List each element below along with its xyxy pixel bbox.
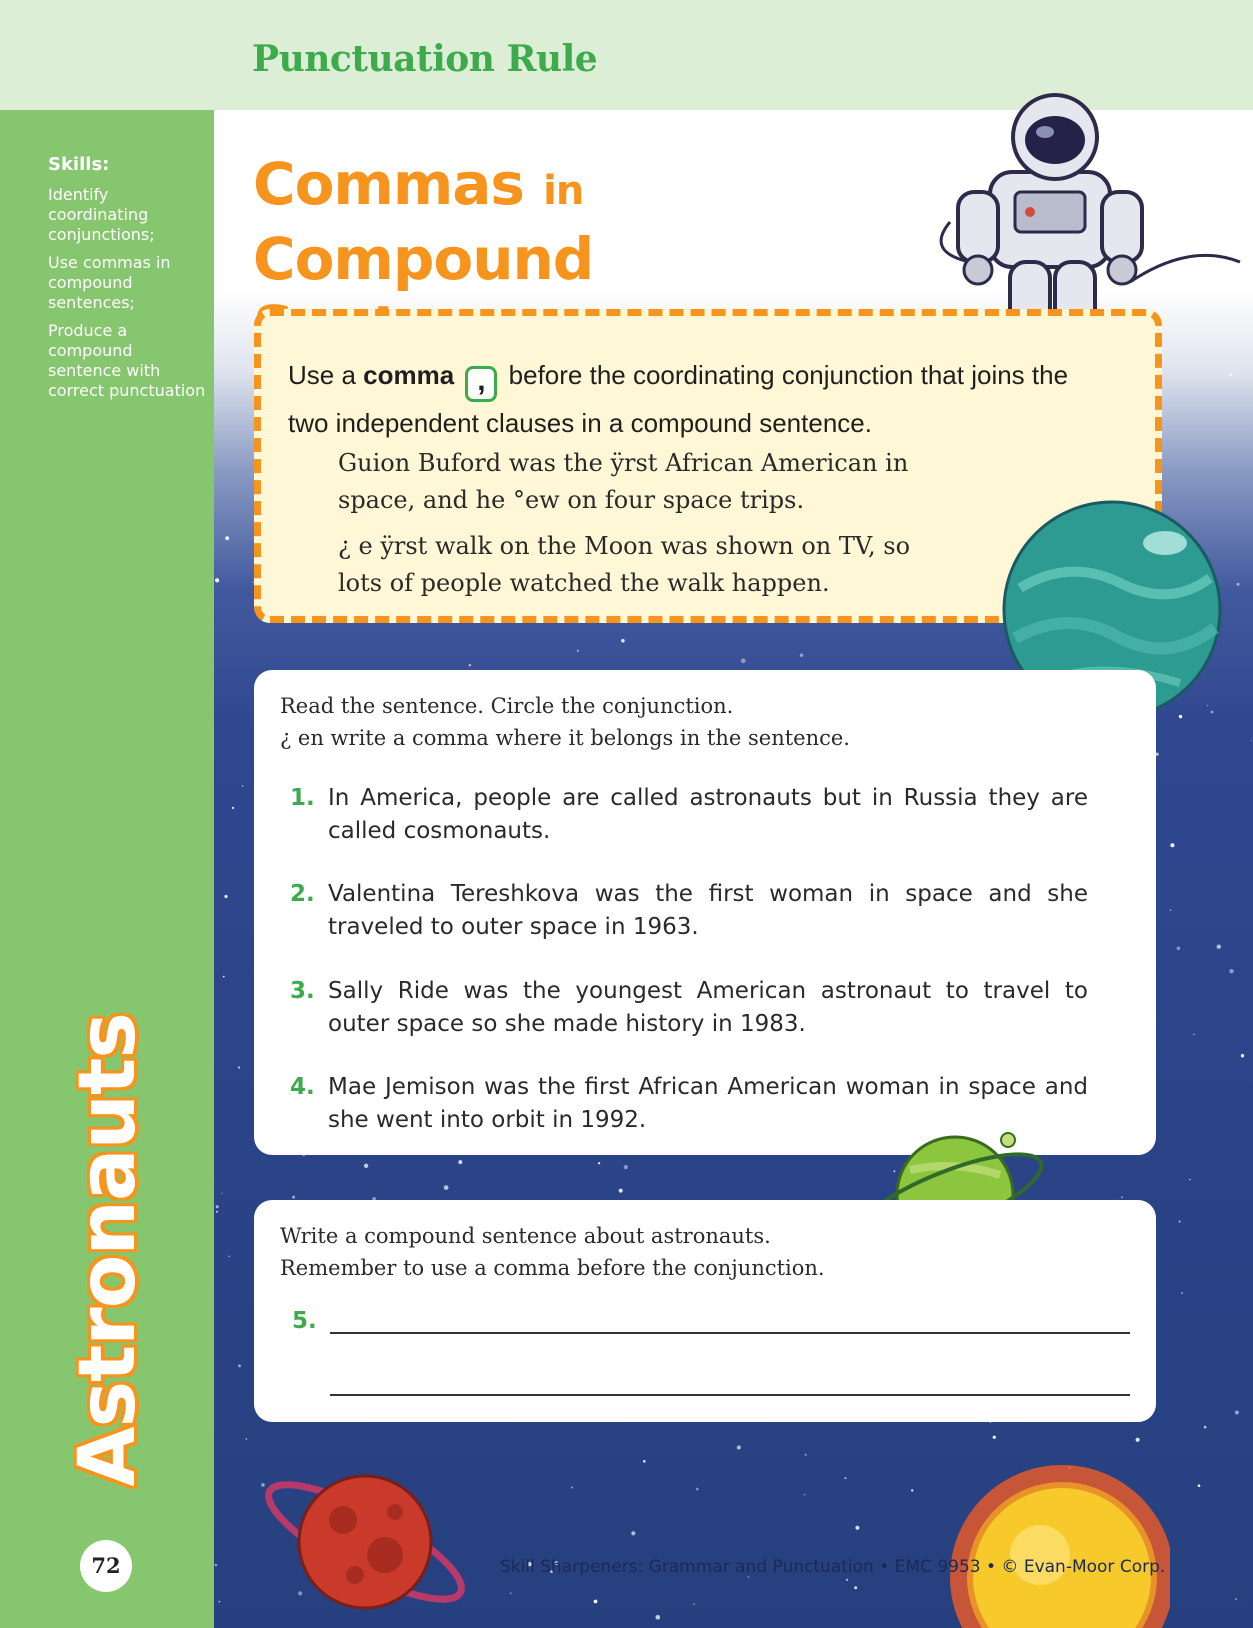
star bbox=[292, 1196, 295, 1199]
star bbox=[1241, 1054, 1244, 1057]
title-word: in bbox=[543, 168, 584, 214]
star bbox=[215, 578, 219, 582]
star bbox=[804, 1494, 806, 1496]
directions-line: Remember to use a comma before the conjunction. bbox=[280, 1256, 825, 1280]
title-word: Commas bbox=[253, 150, 524, 218]
item-number: 4. bbox=[290, 1074, 315, 1100]
star bbox=[216, 1205, 219, 1208]
star bbox=[215, 1564, 217, 1566]
star bbox=[631, 1531, 635, 1535]
star bbox=[1170, 843, 1174, 847]
rule-bold-word: comma bbox=[363, 360, 455, 390]
star bbox=[577, 650, 579, 652]
footer-credit: Skill Sharpeners: Grammar and Punctuation • EMC 9953 • © Evan-Moor Corp. bbox=[500, 1557, 1166, 1577]
item-sentence[interactable]: In America, people are called astronauts but in Russia they are called cosmonauts. bbox=[328, 785, 1088, 844]
star bbox=[1179, 1221, 1181, 1223]
skill-item: Produce a compound sentence with correct punctuation bbox=[48, 321, 206, 400]
star bbox=[594, 1600, 598, 1604]
star bbox=[1193, 1034, 1195, 1036]
star bbox=[242, 785, 243, 786]
item-number: 5. bbox=[292, 1308, 317, 1334]
star bbox=[805, 1454, 807, 1456]
skill-item: Use commas in compound sentences; bbox=[48, 253, 171, 312]
star bbox=[1198, 1484, 1201, 1487]
star bbox=[364, 1164, 368, 1168]
star bbox=[1170, 909, 1172, 911]
star bbox=[216, 1211, 218, 1213]
star bbox=[469, 664, 472, 667]
directions-line: Write a compound sentence about astronauts. bbox=[280, 1224, 771, 1248]
star bbox=[238, 1066, 240, 1068]
star bbox=[656, 1615, 661, 1620]
title-word: Compound bbox=[253, 225, 594, 293]
star bbox=[619, 1189, 623, 1193]
star bbox=[221, 1193, 222, 1194]
star bbox=[598, 1162, 600, 1164]
theme-word: Astronauts bbox=[63, 1013, 153, 1487]
example-sentence: Guion Buford was the ÿrst African American in space, and he °ew on four space trips. bbox=[338, 449, 909, 514]
star bbox=[1235, 1411, 1239, 1415]
star bbox=[911, 1489, 913, 1491]
answer-line[interactable] bbox=[330, 1332, 1130, 1334]
rule-text-start: Use a bbox=[288, 360, 364, 390]
star bbox=[1121, 1196, 1123, 1198]
item-number: 1. bbox=[290, 785, 315, 811]
skill-item: Identify coordinating conjunctions; bbox=[48, 185, 155, 244]
star bbox=[854, 1586, 857, 1589]
star bbox=[845, 1477, 847, 1479]
exercise-directions bbox=[280, 690, 1040, 754]
sun-illustration bbox=[950, 1455, 1170, 1628]
star bbox=[643, 1460, 646, 1463]
item-number: 3. bbox=[290, 978, 315, 1004]
star bbox=[510, 1592, 512, 1594]
star bbox=[1251, 740, 1252, 741]
star bbox=[1204, 1426, 1207, 1429]
skills-block bbox=[48, 154, 208, 409]
rule-label: Punctuation Rule bbox=[252, 38, 598, 80]
star bbox=[800, 654, 803, 657]
directions-line: ¿ en write a comma where it belongs in the sentence. bbox=[280, 726, 850, 750]
star bbox=[621, 639, 625, 643]
item-number: 2. bbox=[290, 881, 315, 907]
star bbox=[855, 1526, 859, 1530]
star bbox=[993, 1436, 996, 1439]
star bbox=[1217, 945, 1221, 949]
star bbox=[444, 1185, 449, 1190]
star bbox=[1136, 1438, 1140, 1442]
exercise-directions bbox=[280, 1220, 980, 1284]
star bbox=[246, 1438, 247, 1439]
star bbox=[1177, 947, 1181, 951]
star bbox=[238, 1365, 241, 1368]
star bbox=[693, 1604, 694, 1605]
star bbox=[1181, 1292, 1182, 1293]
rule-text bbox=[288, 354, 1088, 444]
star bbox=[224, 895, 227, 898]
item-sentence[interactable]: Sally Ride was the youngest American astronaut to travel to outer space so she made history in 1983. bbox=[328, 978, 1088, 1037]
star bbox=[219, 1601, 221, 1603]
page-number: 72 bbox=[80, 1540, 132, 1592]
star bbox=[624, 1165, 628, 1169]
star bbox=[737, 1446, 741, 1450]
star bbox=[232, 807, 234, 809]
skills-heading: Skills: bbox=[48, 154, 110, 175]
star bbox=[223, 976, 225, 978]
star bbox=[1237, 583, 1240, 586]
star bbox=[846, 1579, 848, 1581]
comma-symbol: , bbox=[465, 366, 497, 402]
directions-line: Read the sentence. Circle the conjunction. bbox=[280, 694, 734, 718]
red-ringed-planet-illustration bbox=[255, 1450, 475, 1628]
star bbox=[1235, 1598, 1237, 1600]
star bbox=[741, 658, 746, 663]
example-sentence: ¿ e ÿrst walk on the Moon was shown on TV, so lots of people watched the walk happen. bbox=[338, 532, 911, 597]
star bbox=[1229, 969, 1233, 973]
sidebar-top-band bbox=[0, 0, 214, 110]
rule-text-end: before the coordinating conjunction that joins the two independent clauses in a compound sentence. bbox=[288, 360, 1069, 438]
star bbox=[225, 536, 229, 540]
star bbox=[228, 1256, 230, 1258]
star bbox=[696, 1488, 699, 1491]
star bbox=[571, 1487, 573, 1489]
item-sentence[interactable]: Valentina Tereshkova was the first woman in space and she traveled to outer space in 1963. bbox=[328, 881, 1088, 940]
star bbox=[458, 1160, 462, 1164]
answer-line[interactable] bbox=[330, 1394, 1130, 1396]
item-sentence[interactable]: Mae Jemison was the first African American woman in space and she went into orbit in 1992. bbox=[328, 1074, 1088, 1133]
star bbox=[1189, 1179, 1191, 1181]
